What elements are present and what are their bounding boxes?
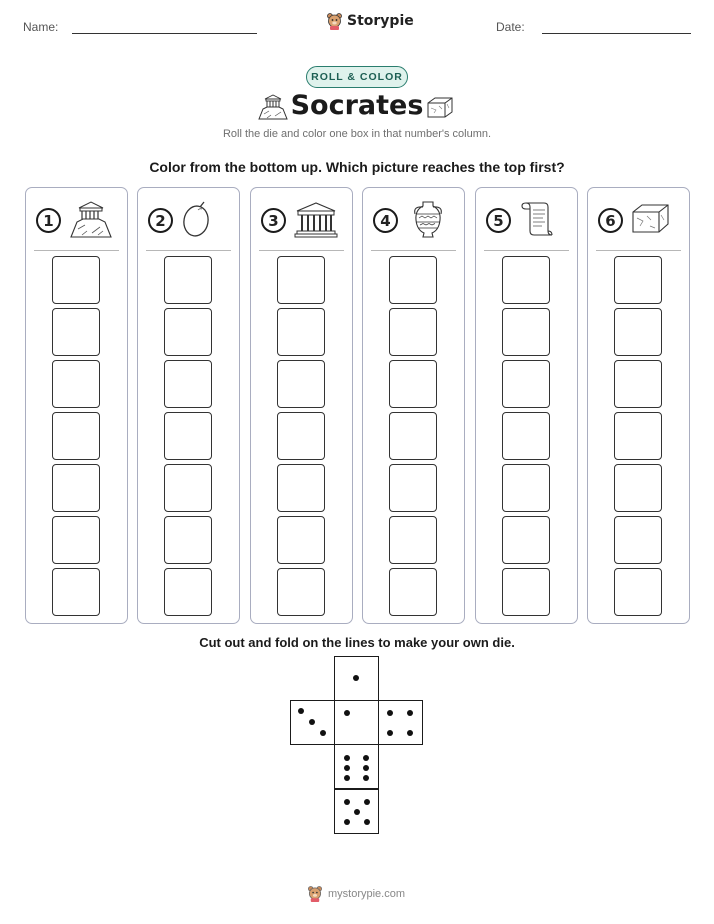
- color-box[interactable]: [389, 412, 437, 460]
- color-box[interactable]: [277, 516, 325, 564]
- column-number: 6: [598, 208, 623, 233]
- color-box[interactable]: [389, 308, 437, 356]
- die-face-five: [334, 789, 379, 834]
- color-box[interactable]: [164, 308, 212, 356]
- die-face-six: [334, 744, 379, 789]
- name-line[interactable]: [72, 33, 257, 34]
- color-box[interactable]: [164, 256, 212, 304]
- color-box[interactable]: [502, 516, 550, 564]
- column-4: [362, 187, 465, 624]
- die-face-four: [378, 700, 423, 745]
- color-box[interactable]: [52, 516, 100, 564]
- roll-and-color-badge: ROLL & COLOR: [306, 66, 408, 88]
- die-pip: [354, 809, 360, 815]
- column-1: [25, 187, 128, 624]
- die-pip: [407, 710, 413, 716]
- column-number: 1: [36, 208, 61, 233]
- marble-block-icon: [425, 95, 455, 119]
- color-box[interactable]: [614, 360, 662, 408]
- color-box[interactable]: [164, 360, 212, 408]
- color-box[interactable]: [502, 256, 550, 304]
- column-divider: [259, 250, 344, 251]
- color-box[interactable]: [52, 256, 100, 304]
- color-box[interactable]: [389, 256, 437, 304]
- color-box[interactable]: [614, 256, 662, 304]
- color-box[interactable]: [164, 464, 212, 512]
- column-5: [475, 187, 578, 624]
- die-pip: [344, 799, 350, 805]
- color-box[interactable]: [389, 360, 437, 408]
- die-face-one: [334, 656, 379, 701]
- die-pip: [364, 819, 370, 825]
- footer: [307, 885, 405, 902]
- die-pip: [344, 819, 350, 825]
- color-box[interactable]: [614, 412, 662, 460]
- color-box[interactable]: [52, 412, 100, 460]
- color-box[interactable]: [52, 464, 100, 512]
- color-box[interactable]: [502, 412, 550, 460]
- column-number: 5: [486, 208, 511, 233]
- color-box[interactable]: [164, 568, 212, 616]
- subtitle: Roll the die and color one box in that number's column.: [222, 128, 492, 140]
- color-box[interactable]: [614, 308, 662, 356]
- die-pip: [363, 755, 369, 761]
- die-caption: Cut out and fold on the lines to make your own die.: [199, 635, 515, 650]
- color-box[interactable]: [614, 568, 662, 616]
- color-box[interactable]: [389, 568, 437, 616]
- die-pip: [344, 765, 350, 771]
- acropolis-icon: [68, 200, 114, 238]
- color-box[interactable]: [277, 308, 325, 356]
- color-box[interactable]: [502, 308, 550, 356]
- brand-name: Storypie: [347, 13, 414, 29]
- die-pip: [344, 775, 350, 781]
- color-box[interactable]: [614, 464, 662, 512]
- die-pip: [309, 719, 315, 725]
- column-2: [137, 187, 240, 624]
- bear-mascot-icon: [307, 885, 323, 902]
- date-line[interactable]: [542, 33, 691, 34]
- color-box[interactable]: [277, 412, 325, 460]
- column-divider: [596, 250, 681, 251]
- die-face-three: [290, 700, 335, 745]
- marble-block-icon: [630, 200, 676, 238]
- color-box[interactable]: [614, 516, 662, 564]
- column-divider: [34, 250, 119, 251]
- color-box[interactable]: [277, 360, 325, 408]
- color-box[interactable]: [277, 464, 325, 512]
- color-box[interactable]: [52, 568, 100, 616]
- column-divider: [146, 250, 231, 251]
- footer-url: mystorypie.com: [328, 887, 406, 900]
- scroll-icon: [518, 200, 564, 238]
- olive-icon: [180, 200, 226, 238]
- die-pip: [363, 765, 369, 771]
- page-title: Socrates: [290, 90, 424, 121]
- instruction: Color from the bottom up. Which picture reaches the top first?: [149, 159, 565, 175]
- color-box[interactable]: [164, 412, 212, 460]
- die-pip: [363, 775, 369, 781]
- color-box[interactable]: [164, 516, 212, 564]
- color-box[interactable]: [277, 256, 325, 304]
- color-box[interactable]: [52, 360, 100, 408]
- die-pip: [407, 730, 413, 736]
- column-3: [250, 187, 353, 624]
- die-pip: [320, 730, 326, 736]
- column-number: 4: [373, 208, 398, 233]
- column-divider: [484, 250, 569, 251]
- date-label: Date:: [496, 20, 525, 34]
- temple-icon: [293, 200, 339, 238]
- name-label: Name:: [23, 20, 59, 34]
- die-pip: [344, 710, 350, 716]
- color-box[interactable]: [502, 568, 550, 616]
- column-divider: [371, 250, 456, 251]
- die-pip: [298, 708, 304, 714]
- color-box[interactable]: [277, 568, 325, 616]
- die-pip: [364, 799, 370, 805]
- color-box[interactable]: [389, 516, 437, 564]
- color-box[interactable]: [502, 464, 550, 512]
- amphora-icon: [405, 200, 451, 238]
- die-pip: [387, 730, 393, 736]
- die-pip: [353, 675, 359, 681]
- brand-logo: [326, 12, 414, 30]
- column-6: [587, 187, 690, 624]
- die-face-one: [334, 700, 379, 745]
- die-pip: [387, 710, 393, 716]
- color-box[interactable]: [502, 360, 550, 408]
- color-box[interactable]: [52, 308, 100, 356]
- column-number: 3: [261, 208, 286, 233]
- bear-mascot-icon: [326, 12, 343, 30]
- color-box[interactable]: [389, 464, 437, 512]
- die-pip: [344, 755, 350, 761]
- column-number: 2: [148, 208, 173, 233]
